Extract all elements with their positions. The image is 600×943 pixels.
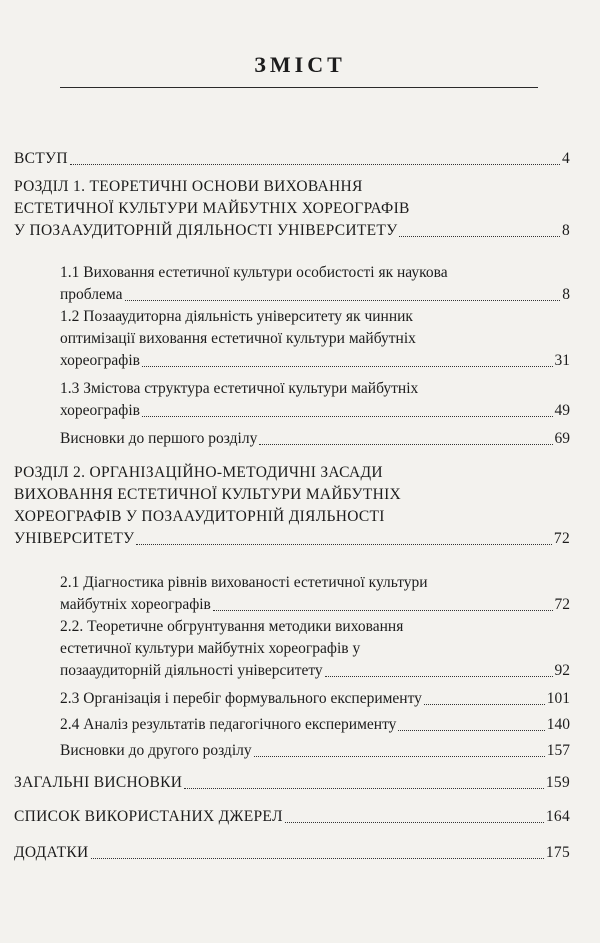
- dot-leader: [399, 236, 559, 237]
- toc-entry[interactable]: [14, 148, 570, 170]
- toc-page-number: 175: [545, 844, 570, 861]
- dot-leader: [424, 704, 545, 705]
- toc-page-number: 8: [561, 222, 570, 239]
- toc-entry-text: 1.3 Змістова структура естетичної культури майбутніх: [60, 380, 419, 397]
- toc-entry-text: ЗАГАЛЬНІ ВИСНОВКИ: [14, 774, 183, 791]
- toc-page-number: 140: [546, 716, 570, 733]
- dot-leader: [125, 300, 561, 301]
- toc-entry[interactable]: [14, 806, 570, 828]
- toc-entry-text: 2.4 Аналіз результатів педагогічного експерименту: [60, 716, 397, 733]
- toc-entry[interactable]: [60, 688, 570, 710]
- toc-entry-text: ДОДАТКИ: [14, 844, 89, 861]
- toc-entry-text: оптимізації виховання естетичної культури майбутніх: [60, 330, 416, 347]
- toc-entry-text: 2.3 Організація і перебіг формувального експерименту: [60, 690, 422, 707]
- toc-page-number: 101: [546, 690, 570, 707]
- dot-leader: [91, 858, 544, 859]
- toc-entry-text: ВСТУП: [14, 150, 68, 167]
- toc-entry-text: У ПОЗААУДИТОРНІЙ ДІЯЛЬНОСТІ УНІВЕРСИТЕТУ: [14, 222, 398, 239]
- toc-entry-text: хореографів: [60, 352, 140, 369]
- dot-leader: [70, 164, 560, 165]
- dot-leader: [184, 788, 544, 789]
- dot-leader: [325, 676, 553, 677]
- toc-page-number: 69: [554, 430, 570, 447]
- toc-page-number: 72: [554, 596, 570, 613]
- toc-entry[interactable]: [14, 176, 570, 242]
- toc-page-number: 4: [561, 150, 570, 167]
- toc-entry-text: 2.2. Теоретичне обгрунтування методики виховання: [60, 618, 404, 635]
- toc-entry-text: 1.1 Виховання естетичної культури особистості як наукова: [60, 264, 448, 281]
- toc-entry[interactable]: [60, 262, 570, 306]
- toc-page-number: 164: [545, 808, 570, 825]
- dot-leader: [136, 544, 551, 545]
- toc-entry-text: СПИСОК ВИКОРИСТАНИХ ДЖЕРЕЛ: [14, 808, 283, 825]
- toc-entry[interactable]: [60, 740, 570, 762]
- toc-entry[interactable]: [60, 714, 570, 736]
- toc-entry[interactable]: [14, 772, 570, 794]
- toc-page-number: 8: [562, 286, 570, 303]
- toc-entry-text: проблема: [60, 286, 123, 303]
- toc-entry-text: 1.2 Позааудиторна діяльність університету як чинник: [60, 308, 413, 325]
- dot-leader: [142, 366, 553, 367]
- dot-leader: [142, 416, 553, 417]
- toc-entry[interactable]: [60, 428, 570, 450]
- toc-entry[interactable]: [60, 378, 570, 422]
- dot-leader: [254, 756, 545, 757]
- toc-entry-text: естетичної культури майбутніх хореографів у: [60, 640, 361, 657]
- toc-entry-text: Висновки до першого розділу: [60, 430, 258, 447]
- toc-entry-text: позааудиторній діяльності університету: [60, 662, 323, 679]
- toc-entry[interactable]: [60, 306, 570, 372]
- toc-page-number: 157: [546, 742, 570, 759]
- toc-entry[interactable]: [60, 616, 570, 682]
- toc-entry[interactable]: [14, 462, 570, 550]
- toc-entry-text: РОЗДІЛ 2. ОРГАНІЗАЦІЙНО-МЕТОДИЧНІ ЗАСАДИ: [14, 464, 383, 481]
- toc-entry-text: ВИХОВАННЯ ЕСТЕТИЧНОЇ КУЛЬТУРИ МАЙБУТНІХ: [14, 486, 402, 503]
- toc-entry-text: ЕСТЕТИЧНОЇ КУЛЬТУРИ МАЙБУТНІХ ХОРЕОГРАФІВ: [14, 200, 410, 217]
- toc-entry-text: Висновки до другого розділу: [60, 742, 252, 759]
- toc-page-number: 72: [553, 530, 570, 547]
- toc-entry[interactable]: [60, 572, 570, 616]
- dot-leader: [259, 444, 552, 445]
- toc-entry-text: РОЗДІЛ 1. ТЕОРЕТИЧНІ ОСНОВИ ВИХОВАННЯ: [14, 178, 363, 195]
- toc-entry-text: 2.1 Діагностика рівнів вихованості естетичної культури: [60, 574, 428, 591]
- dot-leader: [285, 822, 544, 823]
- dot-leader: [213, 610, 553, 611]
- toc-page-number: 31: [554, 352, 570, 369]
- toc-entry-text: майбутніх хореографів: [60, 596, 211, 613]
- toc-page-number: 92: [554, 662, 570, 679]
- toc-entry-text: ХОРЕОГРАФІВ У ПОЗААУДИТОРНІЙ ДІЯЛЬНОСТІ: [14, 508, 385, 525]
- toc-entry-text: УНІВЕРСИТЕТУ: [14, 530, 135, 547]
- dot-leader: [398, 730, 544, 731]
- toc-page-number: 159: [545, 774, 570, 791]
- toc-page-number: 49: [554, 402, 570, 419]
- toc-entry-text: хореографів: [60, 402, 140, 419]
- page-title: ЗМІСТ: [254, 52, 346, 77]
- toc-entry[interactable]: [14, 842, 570, 864]
